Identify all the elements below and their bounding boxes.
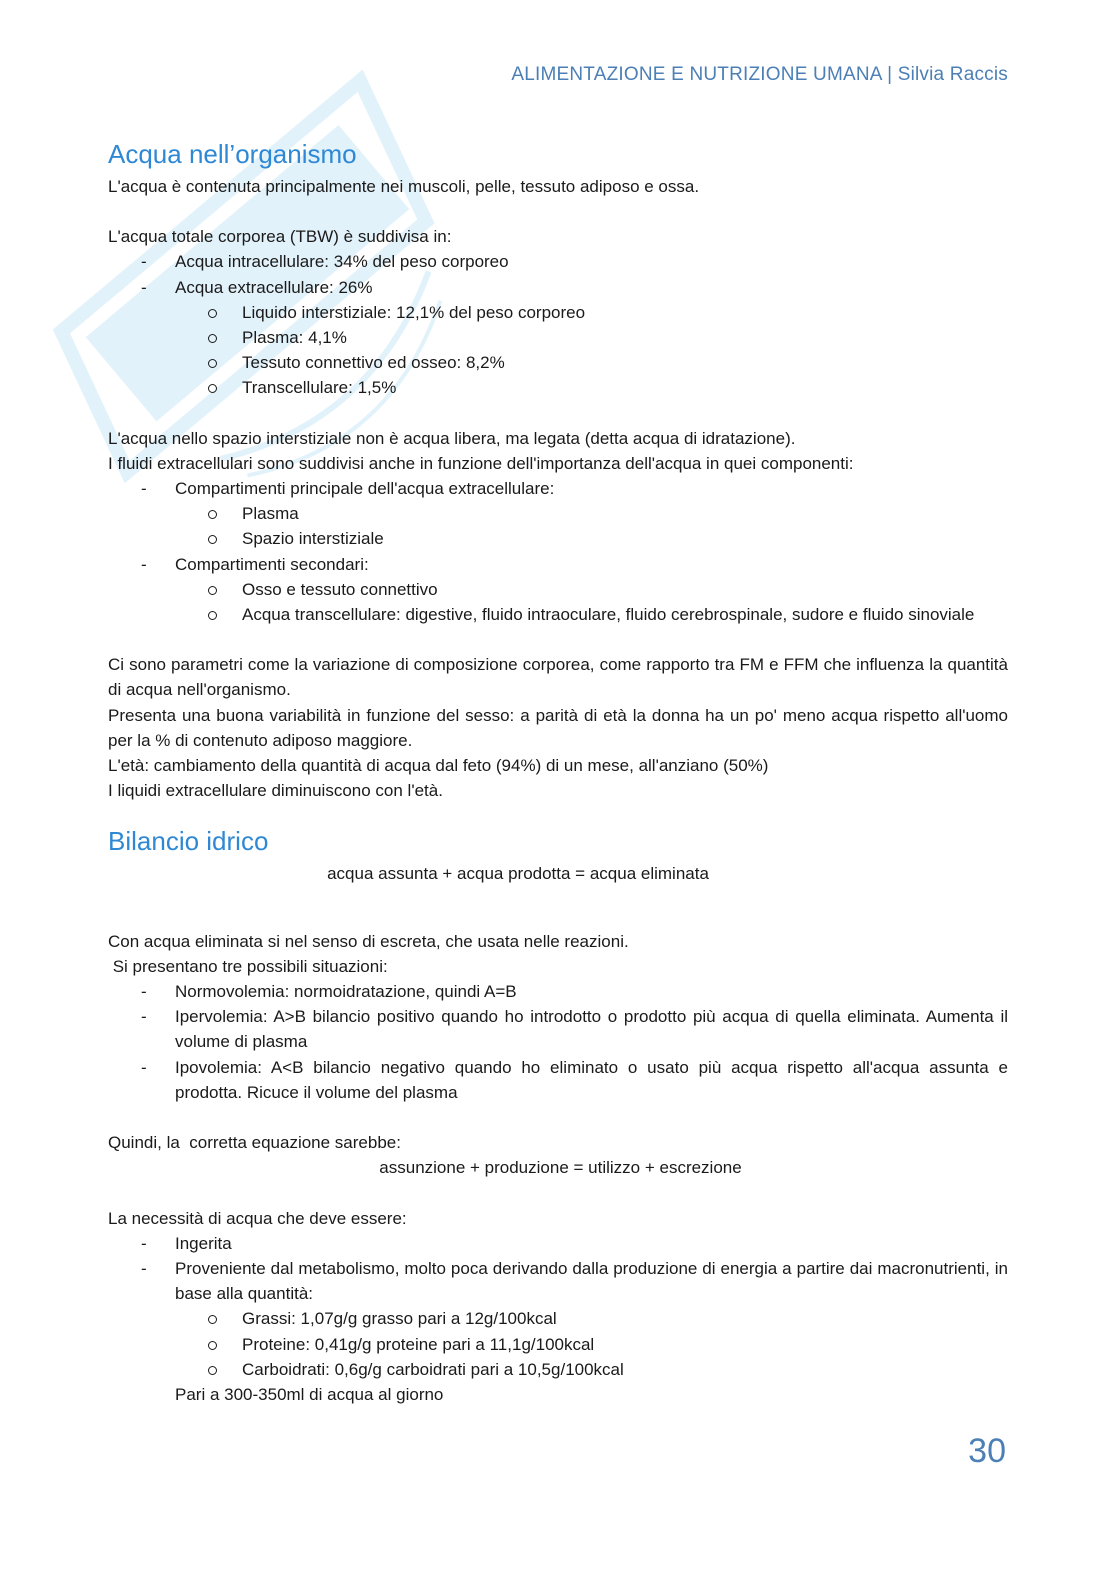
- water-need-list: [108, 1231, 1008, 1307]
- sub-list-item: Transcellulare: 1,5%: [108, 375, 1008, 400]
- running-header: ALIMENTAZIONE E NUTRIZIONE UMANA | Silvia Raccis: [511, 64, 1008, 85]
- sub-list-item: Acqua transcellulare: digestive, fluido intraoculare, fluido cerebrospinale, sudore e fluido sinoviale: [108, 602, 1008, 627]
- paragraph: I fluidi extracellulari sono suddivisi anche in funzione dell'importanza dell'acqua in quei componenti:: [108, 453, 854, 473]
- tbw-list: [108, 249, 1008, 299]
- paragraph: L'età: cambiamento della quantità di acqua dal feto (94%) di un mese, all'anziano (50%): [108, 756, 769, 776]
- list-item: - Ipervolemia: A>B bilancio positivo quando ho introdotto o prodotto più acqua di quella eliminata. Aumenta il volume di plasma: [108, 1004, 1008, 1054]
- list-item: - Compartimenti secondari:: [108, 552, 1008, 577]
- paragraph: Con acqua eliminata si nel senso di escreta, che usata nelle reazioni.: [108, 931, 629, 951]
- paragraph: I liquidi extracellulare diminuiscono con l'età.: [108, 781, 443, 801]
- compartments-list: [108, 476, 1008, 501]
- equation: assunzione + produzione = utilizzo + escrezione: [379, 1158, 742, 1178]
- list-item: - Ipovolemia: A<B bilancio negativo quando ho eliminato o usato più acqua rispetto all'acqua assunta e prodotta. Ricuce il volume del plasma: [108, 1055, 1008, 1105]
- paragraph: Ci sono parametri come la variazione di composizione corporea, come rapporto tra FM e FFM che influenza la quantità di acqua nell'organismo.: [108, 655, 1008, 700]
- sub-list-item: Spazio interstiziale: [108, 526, 1008, 551]
- extracellular-sublist: [108, 300, 1008, 401]
- page-number: 30: [968, 1432, 1006, 1470]
- equation: acqua assunta + acqua prodotta = acqua eliminata: [327, 864, 709, 884]
- list-item: - Compartimenti principale dell'acqua extracellulare:: [108, 476, 1008, 501]
- paragraph: La necessità di acqua che deve essere:: [108, 1208, 407, 1228]
- paragraph: L'acqua totale corporea (TBW) è suddivisa in:: [108, 227, 452, 247]
- compartments-list: [108, 552, 1008, 577]
- sub-list-item: Grassi: 1,07g/g grasso pari a 12g/100kcal: [108, 1306, 1008, 1331]
- sub-list-item: Liquido interstiziale: 12,1% del peso corporeo: [108, 300, 1008, 325]
- sub-list-item: Proteine: 0,41g/g proteine pari a 11,1g/100kcal: [108, 1332, 1008, 1357]
- sub-list-item: Carboidrati: 0,6g/g carboidrati pari a 10,5g/100kcal: [108, 1357, 1008, 1382]
- list-item: - Ingerita: [108, 1231, 1008, 1256]
- paragraph: Presenta una buona variabilità in funzione del sesso: a parità di età la donna ha un po' meno acqua rispetto all'uomo per la % di contenuto adiposo maggiore.: [108, 705, 1008, 750]
- list-item: - Acqua extracellulare: 26%: [108, 275, 1008, 300]
- situations-list: [108, 979, 1008, 1105]
- list-item: - Acqua intracellulare: 34% del peso corporeo: [108, 249, 1008, 274]
- secondary-compartments-sublist: [108, 577, 1008, 627]
- paragraph: L'acqua è contenuta principalmente nei muscoli, pelle, tessuto adiposo e ossa.: [108, 177, 700, 196]
- primary-compartments-sublist: [108, 501, 1008, 551]
- list-item: - Normovolemia: normoidratazione, quindi A=B: [108, 979, 1008, 1004]
- sub-list-item: Plasma: [108, 501, 1008, 526]
- paragraph: Pari a 300-350ml di acqua al giorno: [175, 1384, 444, 1404]
- paragraph: Si presentano tre possibili situazioni:: [108, 956, 388, 976]
- sub-list-item: Osso e tessuto connettivo: [108, 577, 1008, 602]
- sub-list-item: Tessuto connettivo ed osseo: 8,2%: [108, 350, 1008, 375]
- macronutrient-sublist: [108, 1306, 1008, 1382]
- paragraph: Quindi, la corretta equazione sarebbe:: [108, 1133, 401, 1153]
- section-heading-bilancio: Bilancio idrico: [108, 826, 269, 857]
- main-content: [108, 134, 1008, 1407]
- list-item: - Proveniente dal metabolismo, molto poca derivando dalla produzione di energia a partire dai macronutrienti, in base alla quantità:: [108, 1256, 1008, 1306]
- paragraph: L'acqua nello spazio interstiziale non è acqua libera, ma legata (detta acqua di idratazione).: [108, 428, 796, 448]
- section-heading-acqua: Acqua nell’organismo: [108, 139, 357, 169]
- sub-list-item: Plasma: 4,1%: [108, 325, 1008, 350]
